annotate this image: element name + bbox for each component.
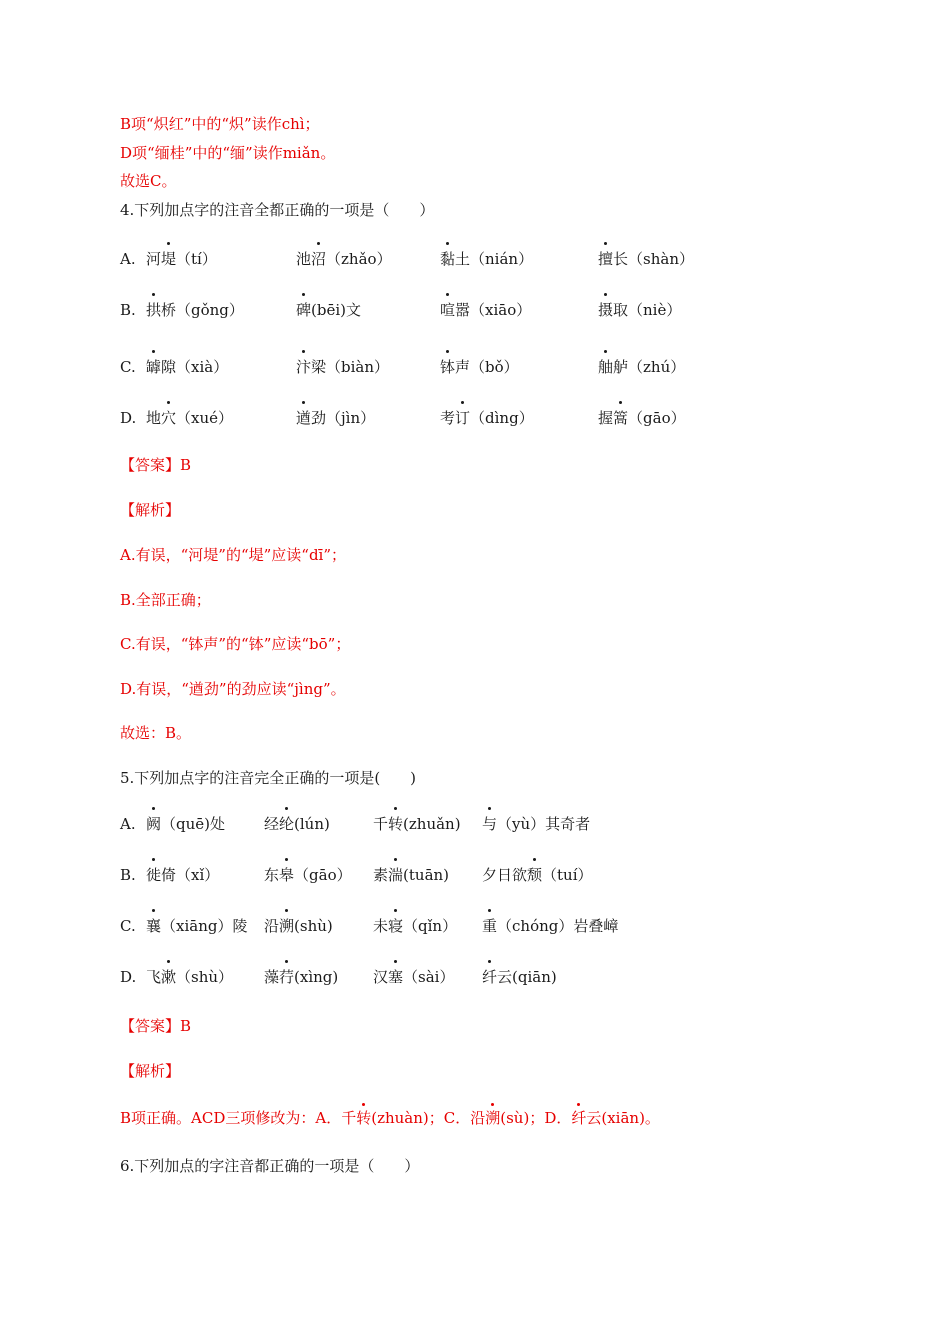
option-item: 罅隙（xià） <box>146 355 228 379</box>
option-item: 飞漱（shù） <box>146 965 233 989</box>
dotted-char: 篙 <box>613 406 628 430</box>
q4-analysis-tag: 【解析】 <box>120 501 181 519</box>
option-label: D. <box>120 968 137 986</box>
option-item: 考订（dìng） <box>440 406 534 430</box>
option-label: A. <box>120 250 136 268</box>
dotted-char: 塞 <box>388 965 403 989</box>
option-item: 擅长（shàn） <box>598 247 694 271</box>
option-label: D. <box>120 409 137 427</box>
option-item: 钵声（bǒ） <box>440 355 519 379</box>
option-item: 河堤（tí） <box>146 247 217 271</box>
q6-stem: 6.下列加点的字注音都正确的一项是（ ） <box>120 1157 420 1175</box>
option-label: C. <box>120 917 136 935</box>
option-item: 阙（quē)处 <box>146 812 225 836</box>
dotted-char: 纶 <box>279 812 294 836</box>
option-item: 汴梁（biàn） <box>296 355 389 379</box>
dotted-char: 沼 <box>311 247 326 271</box>
option-item: 拱桥（gǒng） <box>146 298 244 322</box>
option-item: 汉塞（sài） <box>373 965 454 989</box>
dotted-char: 堤 <box>161 247 176 271</box>
dotted-char: 喧 <box>440 298 455 322</box>
q4-analysis-line-2: B.全部正确； <box>120 591 211 609</box>
option-item: 襄（xiāng）陵 <box>146 914 247 938</box>
dotted-char: 重 <box>482 914 497 938</box>
option-item: 沿溯(shù) <box>264 914 333 938</box>
dotted-char: 订 <box>455 406 470 430</box>
dotted-char: 徙 <box>146 863 161 887</box>
dotted-char: 碑 <box>296 298 311 322</box>
q4-stem: 4.下列加点字的注音全都正确的一项是（ ） <box>120 201 435 219</box>
q5-answer <box>120 1016 191 1036</box>
prev-answer-line: 故选C。 <box>120 172 177 190</box>
answer-value: B <box>180 456 192 474</box>
dotted-char: 摄 <box>598 298 613 322</box>
dotted-char: 舳 <box>598 355 613 379</box>
option-item: 地穴（xué） <box>146 406 233 430</box>
prev-analysis-line-1: B项“炽红”中的“炽”读作chì； <box>120 115 320 133</box>
dotted-char: 汴 <box>296 355 311 379</box>
dotted-char: 溯 <box>279 914 294 938</box>
dotted-char: 穴 <box>161 406 176 430</box>
q5-analysis-tag: 【解析】 <box>120 1062 181 1080</box>
option-item: 碑(bēi)文 <box>296 298 361 322</box>
option-item: 素湍(tuān) <box>373 863 449 887</box>
option-label: B. <box>120 866 136 884</box>
option-item: 黏土（nián） <box>440 247 533 271</box>
option-label: C. <box>120 358 136 376</box>
q5-stem: 5.下列加点字的注音完全正确的一项是( ) <box>120 769 417 787</box>
option-item: 未寝（qǐn） <box>373 914 457 938</box>
dotted-char: 钵 <box>440 355 455 379</box>
dotted-char: 阙 <box>146 812 161 836</box>
dotted-char: 皋 <box>279 863 294 887</box>
option-item: 遒劲（jìn） <box>296 406 375 430</box>
dotted-char: 颓 <box>527 863 542 887</box>
option-item: 东皋（gāo） <box>264 863 352 887</box>
option-item: 经纶(lún) <box>264 812 330 836</box>
answer-tag: 【答案】 <box>120 456 181 474</box>
dotted-char: 漱 <box>161 965 176 989</box>
dotted-char: 与 <box>482 812 497 836</box>
dotted-char: 湍 <box>388 863 403 887</box>
dotted-char: 遒 <box>296 406 311 430</box>
dotted-char: 罅 <box>146 355 161 379</box>
q4-analysis-line-3: C.有误，“钵声”的“钵”应读“bō”； <box>120 635 351 653</box>
q4-analysis-line-1: A.有误，“河堤”的“堤”应读“dī”； <box>120 546 347 564</box>
answer-tag: 【答案】 <box>120 1017 181 1035</box>
option-item: 千转(zhuǎn) <box>373 812 461 836</box>
dotted-char: 擅 <box>598 247 613 271</box>
option-item: 握篙（gāo） <box>598 406 686 430</box>
prev-analysis-line-2: D项“缅桂”中的“缅”读作miǎn。 <box>120 144 336 162</box>
dotted-char: 拱 <box>146 298 161 322</box>
q4-conclusion: 故选：B。 <box>120 724 192 742</box>
q4-analysis-line-4: D.有误，“遒劲”的劲应读“jìng”。 <box>120 680 346 698</box>
answer-value: B <box>180 1017 192 1035</box>
option-item: 徙倚（xǐ） <box>146 863 219 887</box>
option-item: 池沼（zhǎo） <box>296 247 392 271</box>
dotted-char: 转 <box>388 812 403 836</box>
option-item: 重（chóng）岩叠嶂 <box>482 914 618 938</box>
option-item: 纤云(qiān) <box>482 965 557 989</box>
q5-analysis-line: B项正确。ACD三项修改为：A．千转(zhuàn)；C．沿溯(sù)；D．纤云(xiān)。 <box>120 1109 660 1127</box>
q4-answer <box>120 455 191 475</box>
dotted-char: 纤 <box>482 965 497 989</box>
dotted-char: 黏 <box>440 247 455 271</box>
option-item: 舳舻（zhú） <box>598 355 685 379</box>
dotted-char: 荇 <box>279 965 294 989</box>
option-item: 夕日欲颓（tuí） <box>482 863 593 887</box>
option-label: B. <box>120 301 136 319</box>
option-item: 与（yù）其奇者 <box>482 812 590 836</box>
dotted-char: 寝 <box>388 914 403 938</box>
option-item: 藻荇(xìng) <box>264 965 338 989</box>
option-label: A. <box>120 815 136 833</box>
option-item: 摄取（niè） <box>598 298 681 322</box>
option-item: 喧嚣（xiāo） <box>440 298 531 322</box>
dotted-char: 襄 <box>146 914 161 938</box>
